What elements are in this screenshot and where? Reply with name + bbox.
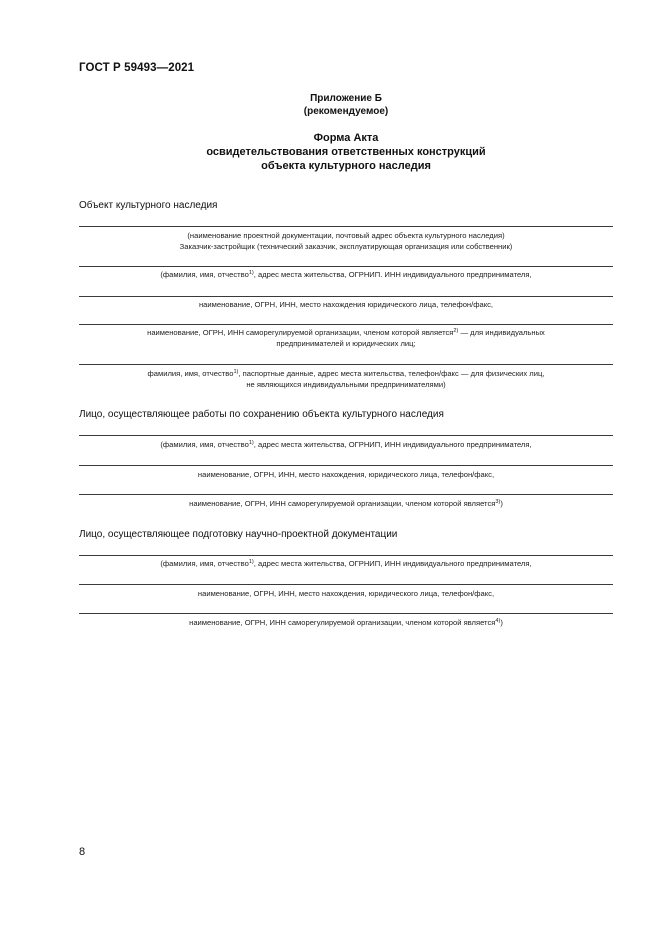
caption-customer: Заказчик-застройщик (технический заказчик, эксплуатирующая организация или собственник) (179, 242, 513, 251)
standard-code: ГОСТ Р 59493—2021 (79, 62, 195, 74)
appendix-status: (рекомендуемое) (303, 106, 389, 117)
section-label-design: Лицо, осуществляющее подготовку научно-проектной документации (79, 529, 398, 540)
fill-line-works-sro (79, 494, 613, 495)
fill-line-works-ip (79, 435, 613, 436)
caption-works-org: наименование, ОГРН, ИНН, место нахождения, юридического лица, телефон/факс, (197, 470, 495, 479)
fill-line-customer-sro (79, 324, 613, 325)
fill-line-object (79, 226, 613, 227)
form-title-line-1: Форма Акта (313, 132, 379, 144)
fill-line-works-org (79, 465, 613, 466)
caption-customer-org: наименование, ОГРН, ИНН, место нахождения юридического лица, телефон/факс, (198, 300, 494, 309)
fill-line-customer-org (79, 296, 613, 297)
fill-line-design-ip (79, 555, 613, 556)
caption-works-sro: наименование, ОГРН, ИНН саморегулируемой организации, членом которой является$^{3)}$) (189, 499, 503, 508)
form-title (79, 131, 613, 173)
section-label-object: Объект культурного наследия (79, 200, 218, 211)
caption-customer-sro: наименование, ОГРН, ИНН саморегулируемой организации, членом которой является$^{2)}$ — для индивидуальных предпринимателей и юридических лиц; (147, 328, 545, 348)
appendix-heading (79, 92, 613, 118)
appendix-label: Приложение Б (310, 93, 382, 104)
fill-line-customer-person (79, 364, 613, 365)
caption-works-ip: (фамилия, имя, отчество$^{1)}$, адрес места жительства, ОГРНИП, ИНН индивидуального предпринимателя, (160, 440, 532, 449)
caption-design-org: наименование, ОГРН, ИНН, место нахождения, юридического лица, телефон/факс, (197, 589, 495, 598)
caption-design-ip: (фамилия, имя, отчество$^{1)}$, адрес места жительства, ОГРНИП, ИНН индивидуального предпринимателя, (160, 559, 532, 568)
fill-line-design-sro (79, 613, 613, 614)
caption-design-sro: наименование, ОГРН, ИНН саморегулируемой организации, членом которой является$^{4)}$) (189, 618, 503, 627)
caption-object-name: (наименование проектной документации, почтовый адрес объекта культурного наследия) Заказчик-застройщик (технический заказчик, эксплуатирующая организация или собственник) (79, 230, 613, 252)
caption-customer-person: фамилия, имя, отчество$^{1)}$, паспортные данные, адрес места жительства, телефон/факс — для физических лиц, не являющихся индивидуальными предпринимателями) (147, 369, 545, 389)
caption-customer-ip: (фамилия, имя, отчество$^{1)}$, адрес места жительства, ОГРНИП. ИНН индивидуального предпринимателя, (160, 270, 532, 279)
page-number: 8 (79, 846, 86, 858)
form-title-line-3: объекта культурного наследия (261, 160, 431, 172)
fill-line-design-org (79, 584, 613, 585)
form-title-line-2: освидетельствования ответственных конструкций (206, 146, 486, 158)
section-label-works: Лицо, осуществляющее работы по сохранению объекта культурного наследия (79, 409, 444, 420)
fill-line-customer-ip (79, 266, 613, 267)
